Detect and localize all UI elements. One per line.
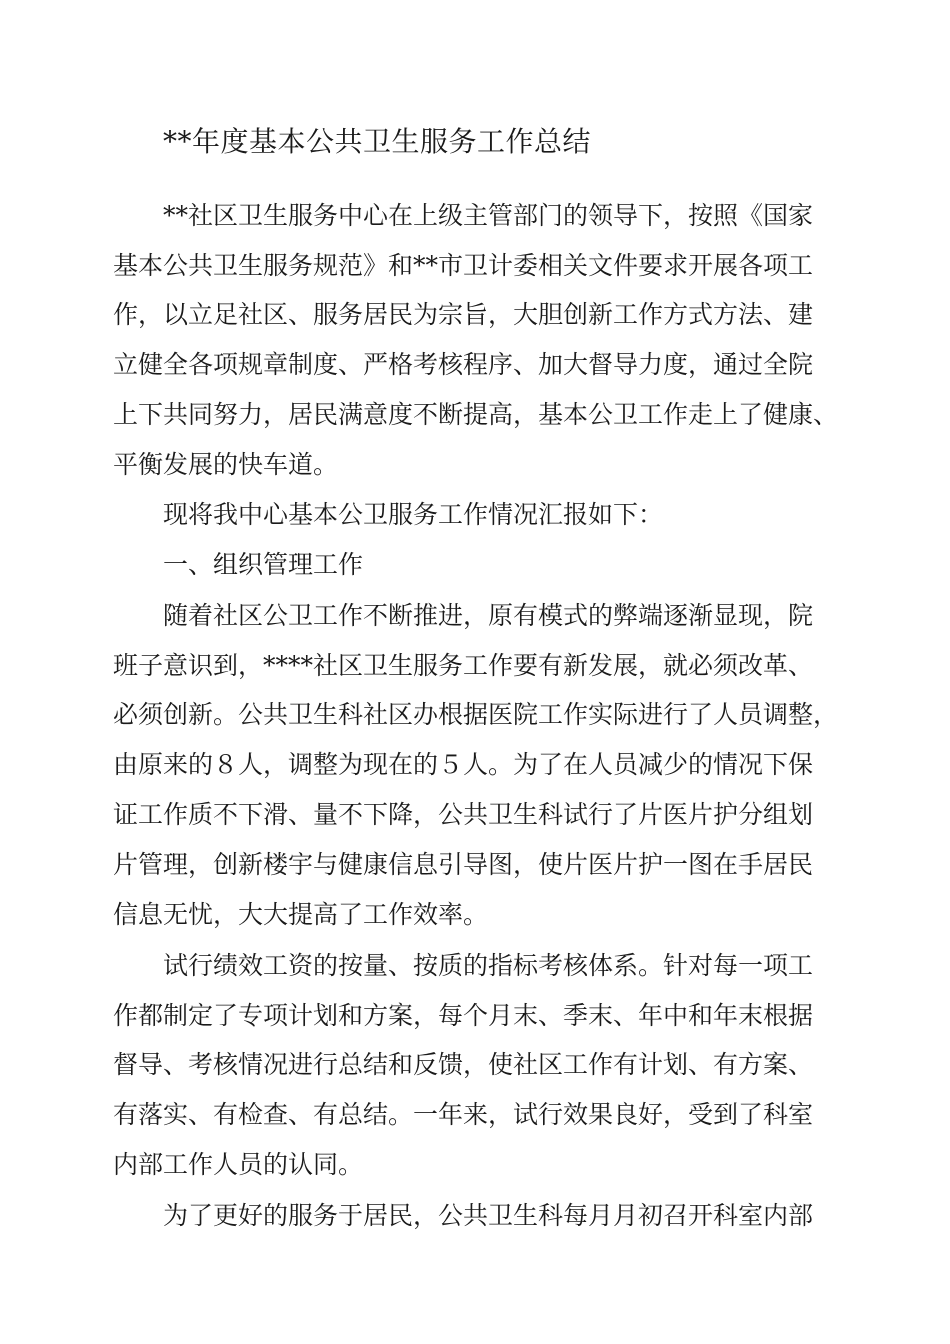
paragraph-4-line-6: 片管理，创新楼宇与健康信息引导图，使片医片护一图在手居民 bbox=[113, 850, 814, 879]
paragraph-4-line-1: 随着社区公卫工作不断推进，原有模式的弊端逐渐显现，院 bbox=[163, 601, 814, 630]
paragraph-6-line-1: 为了更好的服务于居民，公共卫生科每月月初召开科室内部 bbox=[163, 1201, 814, 1230]
paragraph-4-line-2: 班子意识到，****社区卫生服务工作要有新发展，就必须改革、 bbox=[113, 651, 814, 680]
paragraph-4-line-3: 必须创新。公共卫生科社区办根据医院工作实际进行了人员调整， bbox=[113, 700, 839, 729]
paragraph-4-line-5: 证工作质不下滑、量不下降，公共卫生科试行了片医片护分组划 bbox=[113, 800, 814, 829]
paragraph-4-line-4: 由原来的８人，调整为现在的５人。为了在人员减少的情况下保 bbox=[113, 750, 814, 779]
paragraph-2-line-1: 现将我中心基本公卫服务工作情况汇报如下： bbox=[163, 500, 664, 529]
paragraph-1-line-1: **社区卫生服务中心在上级主管部门的领导下，按照《国家 bbox=[163, 201, 814, 230]
paragraph-1-line-4: 立健全各项规章制度、严格考核程序、加大督导力度，通过全院 bbox=[113, 350, 814, 379]
document-title: **年度基本公共卫生服务工作总结 bbox=[163, 125, 592, 158]
paragraph-1-line-3: 作，以立足社区、服务居民为宗旨，大胆创新工作方式方法、建 bbox=[113, 300, 814, 329]
paragraph-1-line-2: 基本公共卫生服务规范》和**市卫计委相关文件要求开展各项工 bbox=[113, 251, 814, 280]
paragraph-1-line-5: 上下共同努力，居民满意度不断提高，基本公卫工作走上了健康、 bbox=[113, 400, 839, 429]
section-heading-1: 一、组织管理工作 bbox=[163, 550, 364, 579]
paragraph-1-line-6: 平衡发展的快车道。 bbox=[113, 450, 339, 479]
paragraph-5-line-3: 督导、考核情况进行总结和反馈，使社区工作有计划、有方案、 bbox=[113, 1050, 814, 1079]
paragraph-4-line-7: 信息无忧，大大提高了工作效率。 bbox=[113, 900, 489, 929]
paragraph-5-line-1: 试行绩效工资的按量、按质的指标考核体系。针对每一项工 bbox=[163, 951, 814, 980]
paragraph-5-line-4: 有落实、有检查、有总结。一年来，试行效果良好，受到了科室 bbox=[113, 1100, 814, 1129]
paragraph-5-line-5: 内部工作人员的认同。 bbox=[113, 1150, 364, 1179]
paragraph-5-line-2: 作都制定了专项计划和方案，每个月末、季末、年中和年末根据 bbox=[113, 1001, 814, 1030]
